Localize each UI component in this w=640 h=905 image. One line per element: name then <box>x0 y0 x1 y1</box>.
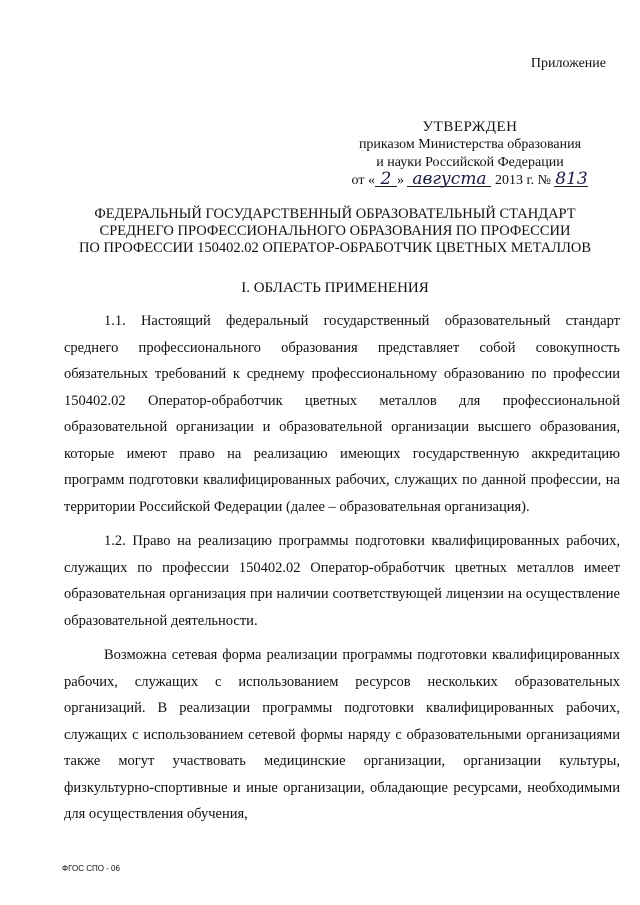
footer-code: ФГОС СПО - 06 <box>62 864 120 873</box>
paragraph-network-form: Возможна сетевая форма реализации программы подготовки квалифицированных рабочих, служащих с использованием ресурсов нескольких образовательных организаций. В реализации программы подготовки квалифицированных рабочих, служащих с использованием сетевой формы наряду с образовательными организациями также могут участвовать медицинские организации, организации культуры, физкультурно-спортивные и иные организации, обладающие ресурсами, необходимыми для осуществления обучения, <box>64 647 620 822</box>
approved-heading: УТВЕРЖДЕН <box>422 119 518 135</box>
order-month: августа <box>407 172 491 187</box>
order-prefix: от « <box>351 173 375 188</box>
title-line-1: ФЕДЕРАЛЬНЫЙ ГОСУДАРСТВЕННЫЙ ОБРАЗОВАТЕЛЬНЫЙ СТАНДАРТ <box>94 206 576 222</box>
approval-block <box>330 118 610 190</box>
order-number: 813 <box>555 169 588 189</box>
section-heading: I. ОБЛАСТЬ ПРИМЕНЕНИЯ <box>241 280 429 296</box>
document-body <box>64 308 620 836</box>
title-line-3: ПО ПРОФЕССИИ 150402.02 ОПЕРАТОР-ОБРАБОТЧИК ЦВЕТНЫХ МЕТАЛЛОВ <box>78 240 592 256</box>
order-line <box>330 169 610 190</box>
paragraph-1-2: 1.2. Право на реализацию программы подготовки квалифицированных рабочих, служащих по профессии 150402.02 Оператор-обработчик цветных металлов имеет образовательная организация при наличии соответствующей лицензии на осуществление образовательной деятельности. <box>64 533 620 629</box>
approval-line-1: приказом Министерства образования <box>358 137 582 152</box>
order-year: 2013 г. № <box>494 173 551 188</box>
document-title <box>40 206 630 257</box>
appendix-label: Приложение <box>530 56 606 71</box>
order-quote-close: » <box>396 173 404 188</box>
title-line-2: СРЕДНЕГО ПРОФЕССИОНАЛЬНОГО ОБРАЗОВАНИЯ ПО ПРОФЕССИИ <box>99 223 571 239</box>
approval-line-2: и науки Российской Федерации <box>376 155 564 170</box>
paragraph-1-1: 1.1. Настоящий федеральный государственный образовательный стандарт среднего профессионального образования представляет собой совокупность обязательных требований к среднему профессиональному образованию по профессии 150402.02 Оператор-обработчик цветных металлов для профессиональной образовательной организации и образовательной организации высшего образования, которые имеют право на реализацию имеющих государственную аккредитацию программ подготовки квалифицированных рабочих, служащих по данной профессии, на территории Российской Федерации (далее – образовательная организация). <box>64 313 620 515</box>
order-day: 2 <box>375 172 397 187</box>
